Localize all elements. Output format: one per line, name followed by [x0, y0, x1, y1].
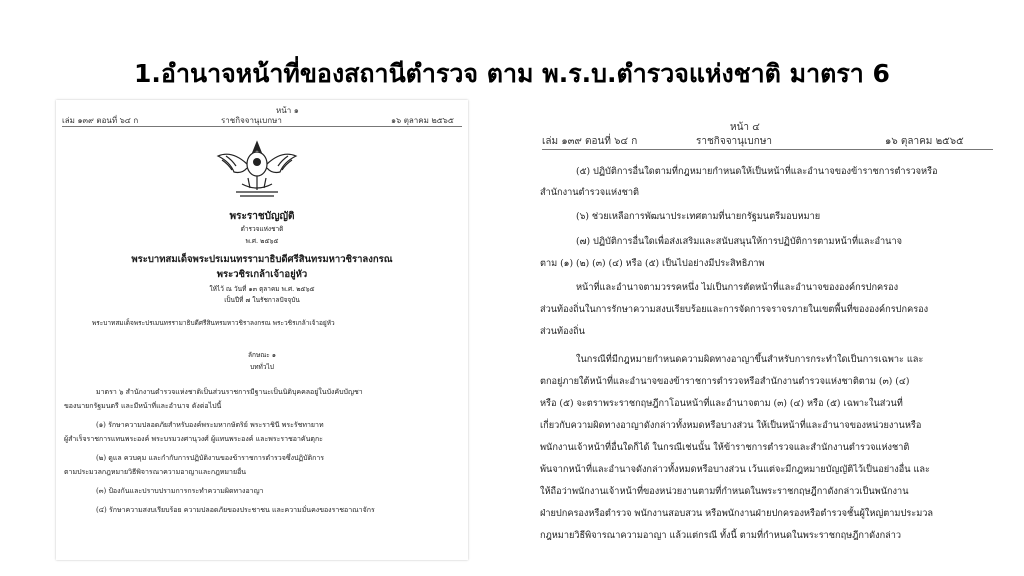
- body-line: หน้าที่และอำนาจตามวรรคหนึ่ง ไม่เป็นการตัดหน้าที่และอำนาจขององค์กรปกครอง: [576, 282, 899, 293]
- body-line: ตาม (๑) (๒) (๓) (๔) หรือ (๕) เป็นไปอย่างมีประสิทธิภาพ: [540, 258, 765, 269]
- section-line: มาตรา ๖ สำนักงานตำรวจแห่งชาติเป็นส่วนราชการมีฐานะเป็นนิติบุคคลอยู่ในบังคับบัญชา: [96, 388, 363, 396]
- gazette-date: ๑๖ ตุลาคม ๒๕๖๕: [885, 136, 964, 147]
- garuda-emblem-icon: [212, 138, 302, 200]
- act-subtitle: ตำรวจแห่งชาติ: [240, 225, 284, 233]
- section-line: (๓) ป้องกันและปราบปรามการกระทำความผิดทางอาญา: [96, 487, 264, 495]
- body-line: ให้ถือว่าพนักงานเจ้าหน้าที่ของหน่วยงานตามที่กำหนดในพระราชกฤษฎีกาดังกล่าวเป็นพนักงาน: [540, 486, 909, 497]
- gazette-name: ราชกิจจานุเบกษา: [696, 136, 773, 147]
- section-line: (๑) รักษาความปลอดภัยสำหรับองค์พระมหากษัตริย์ พระราชินี พระรัชทายาท: [96, 421, 324, 429]
- body-line: เกี่ยวกับความผิดทางอาญาดังกล่าวทั้งหมดหรือบางส่วน ให้เป็นหน้าที่และอำนาจของหน่วยงานหรือ: [540, 420, 922, 431]
- gazette-page-4: [540, 112, 995, 552]
- body-line: (๕) ปฏิบัติการอื่นใดตามที่กฎหมายกำหนดให้เป็นหน้าที่และอำนาจของข้าราชการตำรวจหรือ: [576, 166, 938, 177]
- body-line: พนักงานเจ้าหน้าที่อื่นใดก็ได้ ในกรณีเช่นนั้น ให้ข้าราชการตำรวจและสำนักงานตำรวจแห่งชาติ: [540, 442, 910, 453]
- body-line: หรือ (๕) จะตราพระราชกฤษฎีกาโอนหน้าที่และอำนาจตาม (๓) (๔) หรือ (๕) เฉพาะในส่วนที่: [540, 398, 903, 409]
- section-line: ผู้สำเร็จราชการแทนพระองค์ พระบรมวงศานุวงศ์ ผู้แทนพระองค์ และพระราชอาคันตุกะ: [64, 435, 323, 443]
- page-number: หน้า ๔: [730, 122, 760, 133]
- act-title: พระราชบัญญัติ: [229, 211, 295, 222]
- body-line: ฝ่ายปกครองหรือตำรวจ พนักงานสอบสวน หรือพนักงานฝ่ายปกครองหรือตำรวจชั้นผู้ใหญ่ตามประมวล: [540, 508, 934, 519]
- volume-info: เล่ม ๑๓๙ ตอนที่ ๖๔ ก: [542, 136, 638, 147]
- body-line: (๗) ปฏิบัติการอื่นใดเพื่อส่งเสริมและสนับสนุนให้การปฏิบัติการตามหน้าที่และอำนาจ: [576, 236, 902, 247]
- header-divider: [542, 149, 993, 150]
- body-line: ในกรณีที่มีกฎหมายกำหนดความผิดทางอาญาขึ้นสำหรับการกระทำใดเป็นการเฉพาะ และ: [576, 354, 924, 365]
- body-line: ตกอยู่ภายใต้หน้าที่และอำนาจของข้าราชการตำรวจหรือสำนักงานตำรวจแห่งชาติตาม (๓) (๔): [540, 376, 910, 387]
- slide-title: 1.อำนาจหน้าที่ของสถานีตำรวจ ตาม พ.ร.บ.ตำรวจแห่งชาติ มาตรา 6: [134, 59, 890, 88]
- act-year: พ.ศ. ๒๕๖๕: [245, 237, 279, 245]
- king-name-line-2: พระวชิรเกล้าเจ้าอยู่หัว: [216, 269, 308, 280]
- gazette-page-1: [56, 100, 468, 560]
- section-line: ตามประมวลกฎหมายวิธีพิจารณาความอาญาและกฎหมายอื่น: [64, 468, 247, 476]
- section-line: (๔) รักษาความสงบเรียบร้อย ความปลอดภัยของประชาชน และความมั่นคงของราชอาณาจักร: [96, 506, 375, 514]
- body-line: (๖) ช่วยเหลือการพัฒนาประเทศตามที่นายกรัฐมนตรีมอบหมาย: [576, 211, 821, 222]
- king-name-line-1: พระบาทสมเด็จพระปรเมนทรรามาธิบดีศรีสินทรมหาวชิราลงกรณ: [131, 254, 393, 265]
- body-line: ส่วนท้องถิ่น: [540, 326, 585, 337]
- volume-info: เล่ม ๑๓๙ ตอนที่ ๖๔ ก: [62, 116, 139, 125]
- reign-year: เป็นปีที่ ๗ ในรัชกาลปัจจุบัน: [224, 296, 300, 304]
- body-line: ส่วนท้องถิ่นในการรักษาความสงบเรียบร้อยและการจัดการจราจรภายในเขตพื้นที่ขององค์กรปกครอง: [540, 304, 929, 315]
- section-line: (๒) ดูแล ควบคุม และกำกับการปฏิบัติงานของข้าราชการตำรวจซึ่งปฏิบัติการ: [96, 454, 325, 462]
- body-line: กฎหมายวิธีพิจารณาความอาญา แล้วแต่กรณี ทั้งนี้ ตามที่กำหนดในพระราชกฤษฎีกาดังกล่าว: [540, 530, 902, 541]
- body-line: พ้นจากหน้าที่และอำนาจดังกล่าวทั้งหมดหรือบางส่วน เว้นแต่จะมีกฎหมายบัญญัติไว้เป็นอย่างอื่น และ: [540, 464, 930, 475]
- given-date: ให้ไว้ ณ วันที่ ๑๓ ตุลาคม พ.ศ. ๒๕๖๕: [209, 285, 315, 293]
- section-line: ของนายกรัฐมนตรี และมีหน้าที่และอำนาจ ดังต่อไปนี้: [64, 402, 222, 410]
- chapter-label: ลักษณะ ๑: [248, 351, 276, 359]
- header-divider: [62, 126, 462, 127]
- page-number: หน้า ๑: [276, 106, 299, 115]
- chapter-title: บททั่วไป: [250, 363, 274, 371]
- body-line: สำนักงานตำรวจแห่งชาติ: [540, 187, 639, 198]
- gazette-name: ราชกิจจานุเบกษา: [221, 116, 282, 125]
- gazette-date: ๑๖ ตุลาคม ๒๕๖๕: [391, 116, 454, 125]
- royal-command: พระบาทสมเด็จพระปรเมนทรรามาธิบดีศรีสินทรมหาวชิราลงกรณ พระวชิรเกล้าเจ้าอยู่หัว: [92, 319, 335, 327]
